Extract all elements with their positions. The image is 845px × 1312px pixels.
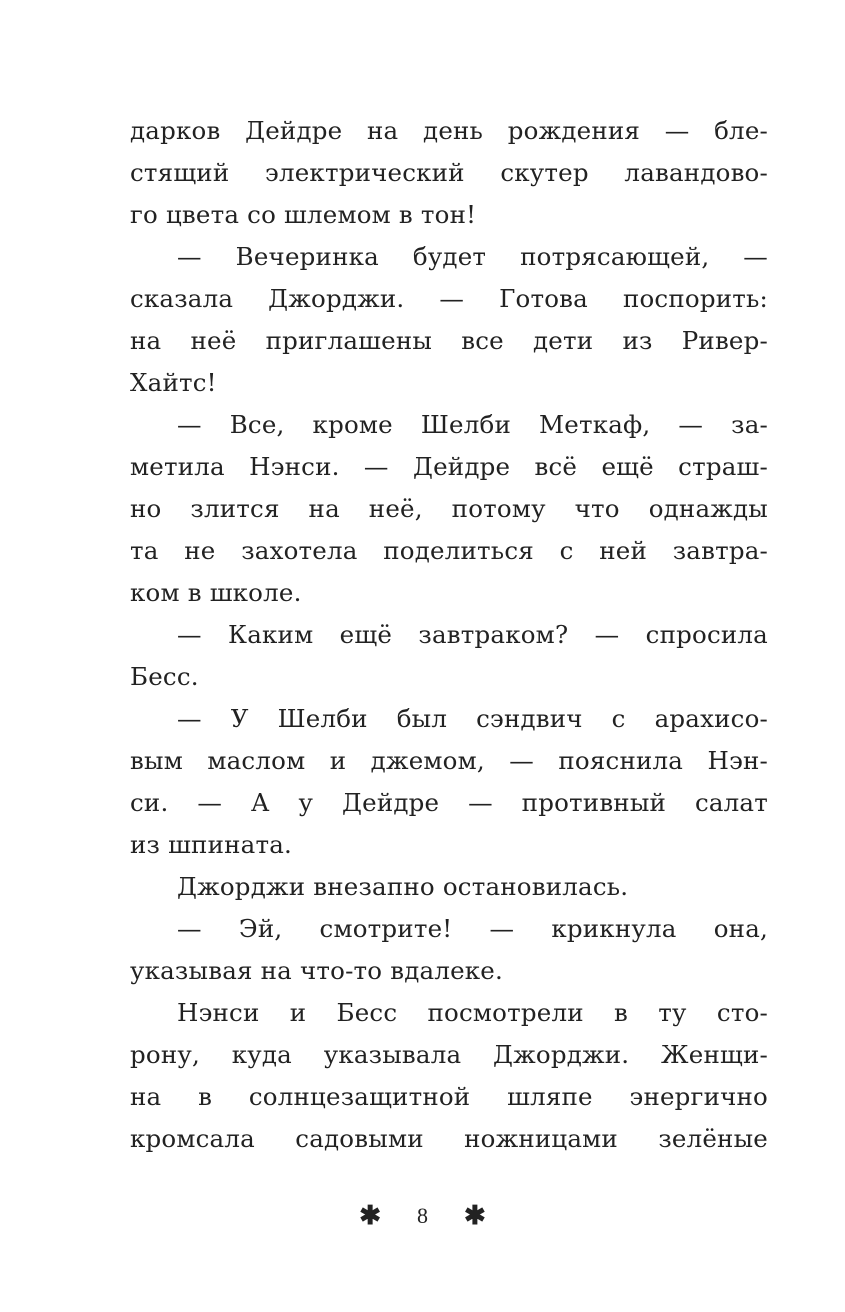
- text-line: Джорджи внезапно остановилась.: [177, 872, 629, 901]
- text-line: — У Шелби был сэндвич с арахисо-: [177, 704, 768, 733]
- text-line: на в солнцезащитной шляпе энергично: [130, 1082, 768, 1111]
- text-line: из шпината.: [130, 830, 293, 859]
- text-line: — Эй, смотрите! — крикнула она,: [177, 914, 768, 943]
- text-line: Нэнси и Бесс посмотрели в ту сто-: [177, 998, 768, 1027]
- text-line: вым маслом и джемом, — пояснила Нэн-: [130, 746, 768, 775]
- text-line: — Все, кроме Шелби Меткаф, — за-: [177, 410, 768, 439]
- text-line: на неё приглашены все дети из Ривер-: [130, 326, 768, 355]
- text-line: си. — А у Дейдре — противный салат: [130, 788, 768, 817]
- text-line: — Вечеринка будет потрясающей, —: [177, 242, 768, 271]
- page-number: 8: [417, 1203, 428, 1228]
- text-line: но злится на неё, потому что однажды: [130, 494, 768, 523]
- text-line: та не захотела поделиться с ней завтра-: [130, 536, 768, 565]
- star-ornament-icon: ✱: [359, 1201, 381, 1231]
- text-line: го цвета со шлемом в тон!: [130, 200, 477, 229]
- text-line: кромсала садовыми ножницами зелёные: [130, 1124, 768, 1153]
- text-line: — Каким ещё завтраком? — спросила: [177, 620, 768, 649]
- text-line: сказала Джорджи. — Готова поспорить:: [130, 284, 768, 313]
- text-line: указывая на что-то вдалеке.: [130, 956, 503, 985]
- text-line: стящий электрический скутер лавандово-: [130, 158, 768, 187]
- text-line: Бесс.: [130, 662, 199, 691]
- page-footer: [0, 1198, 845, 1234]
- page-body: [130, 110, 768, 1160]
- text-line: дарков Дейдре на день рождения — бле-: [130, 116, 768, 145]
- text-line: Хайтс!: [130, 368, 217, 397]
- text-line: метила Нэнси. — Дейдре всё ещё страш-: [130, 452, 768, 481]
- text-line: ком в школе.: [130, 578, 302, 607]
- text-line: рону, куда указывала Джорджи. Женщи-: [130, 1040, 768, 1069]
- star-ornament-icon: ✱: [464, 1201, 486, 1231]
